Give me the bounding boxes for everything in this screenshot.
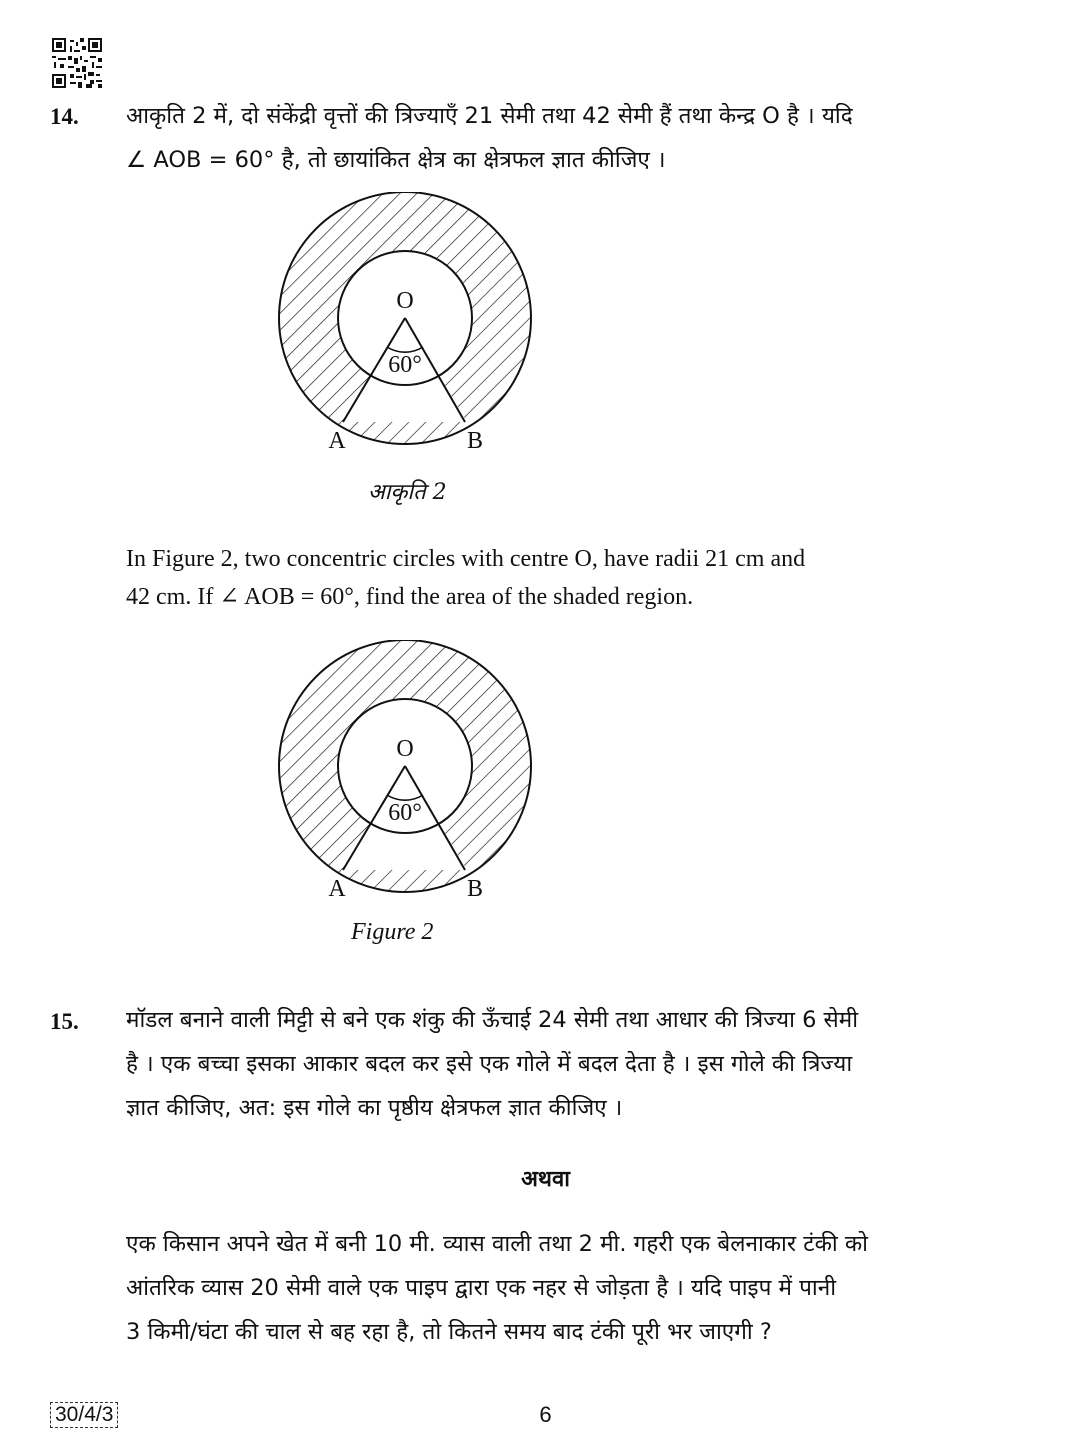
point-a-label: A [328,428,346,454]
q15-line-1: मॉडल बनाने वाली मिट्टी से बने एक शंकु की ऊँचाई 24 सेमी तथा आधार की त्रिज्या 6 सेमी [126,1007,859,1033]
qr-code [52,38,102,88]
q14-english-line-1: In Figure 2, two concentric circles with centre O, have radii 21 cm and [126,546,806,572]
q14-hindi-line-2: ∠ AOB = 60° है, तो छायांकित क्षेत्र का क्षेत्रफल ज्ञात कीजिए । [126,147,666,173]
q15-alt-line-2: आंतरिक व्यास 20 सेमी वाले एक पाइप द्वारा एक नहर से जोड़ता है । यदि पाइप में पानी [126,1275,837,1301]
q15-text [126,998,979,1130]
q15-line-3: ज्ञात कीजिए, अत: इस गोले का पृष्ठीय क्षेत्रफल ज्ञात कीजिए । [126,1095,623,1121]
question-number-15: 15. [50,1009,79,1034]
center-label-o: O [396,736,414,762]
paper-code: 30/4/3 [50,1402,118,1428]
or-separator: अथवा [521,1167,570,1192]
question-number-14: 14. [50,104,79,129]
angle-label: 60° [388,352,422,378]
figure-2-english [265,640,555,910]
point-b-label: B [466,876,484,902]
figure-caption-hindi: आकृति 2 [368,480,447,505]
q15-line-2: है । एक बच्चा इसका आकार बदल कर इसे एक गोले में बदल देता है । इस गोले की त्रिज्या [126,1051,853,1077]
q14-english-line-2: 42 cm. If ∠ AOB = 60°, find the area of the shaded region. [126,584,694,610]
point-b-label: B [466,428,484,454]
center-label-o: O [396,288,414,314]
q14-hindi-text [126,94,979,182]
figure-caption-english: Figure 2 [351,919,434,945]
q14-hindi-line-1: आकृति 2 में, दो संकेंद्री वृत्तों की त्रिज्याएँ 21 सेमी तथा 42 सेमी हैं तथा केन्द्र O है । यदि [126,103,853,129]
point-a-label: A [328,876,346,902]
page-number: 6 [539,1402,552,1427]
q15-alternate-text [126,1222,979,1354]
angle-label: 60° [388,800,422,826]
q15-alt-line-1: एक किसान अपने खेत में बनी 10 मी. व्यास वाली तथा 2 मी. गहरी एक बेलनाकार टंकी को [126,1231,868,1257]
q14-english-text [126,540,979,616]
q15-alt-line-3: 3 किमी/घंटा की चाल से बह रहा है, तो कितने समय बाद टंकी पूरी भर जाएगी ? [126,1319,772,1345]
figure-2-hindi [265,192,555,462]
